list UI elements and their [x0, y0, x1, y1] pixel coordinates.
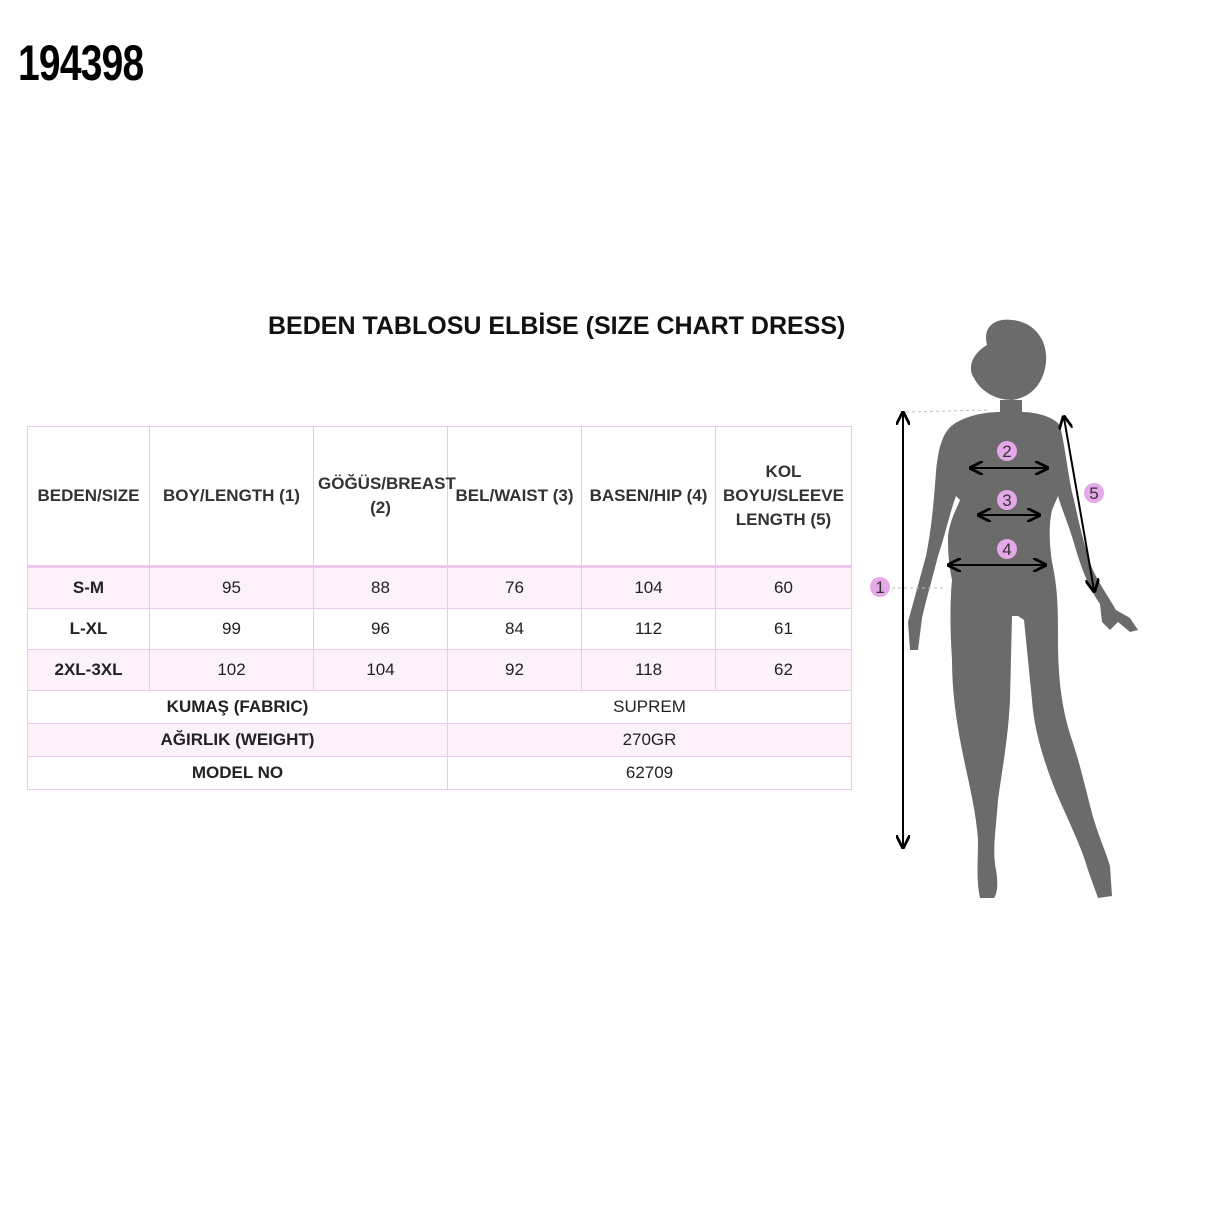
table-cell: 104	[582, 567, 716, 609]
table-cell: 112	[582, 609, 716, 650]
model-row	[28, 757, 852, 790]
table-cell: 84	[448, 609, 582, 650]
table-cell: 102	[150, 650, 314, 691]
header-length: BOY/LENGTH (1)	[150, 427, 314, 567]
table-row	[28, 609, 852, 650]
fabric-row	[28, 691, 852, 724]
table-cell: 61	[716, 609, 852, 650]
marker-3	[997, 490, 1017, 510]
table-cell: 118	[582, 650, 716, 691]
table-cell: 92	[448, 650, 582, 691]
svg-text:4: 4	[1002, 540, 1012, 559]
svg-text:3: 3	[1002, 491, 1012, 510]
table-cell: 62	[716, 650, 852, 691]
header-sleeve-length: KOL BOYU/SLEEVE LENGTH (5)	[716, 427, 852, 567]
size-cell: S-M	[28, 567, 150, 609]
body-measurement-figure	[862, 300, 1162, 910]
model-value: 62709	[448, 757, 852, 790]
marker-2	[997, 441, 1017, 461]
model-label: MODEL NO	[28, 757, 448, 790]
header-breast: GÖĞÜS/BREAST (2)	[314, 427, 448, 567]
table-cell: 88	[314, 567, 448, 609]
woman-silhouette	[908, 320, 1138, 898]
marker-1	[870, 577, 890, 597]
table-header-row	[28, 427, 852, 567]
page-title: BEDEN TABLOSU ELBİSE (SIZE CHART DRESS)	[268, 312, 846, 340]
table-cell: 60	[716, 567, 852, 609]
table-cell: 104	[314, 650, 448, 691]
marker-4	[997, 539, 1017, 559]
size-chart-table	[27, 426, 852, 790]
size-cell: L-XL	[28, 609, 150, 650]
fabric-label: KUMAŞ (FABRIC)	[28, 691, 448, 724]
header-waist: BEL/WAIST (3)	[448, 427, 582, 567]
weight-row	[28, 724, 852, 757]
svg-text:5: 5	[1089, 484, 1099, 503]
table-cell: 95	[150, 567, 314, 609]
marker-5	[1084, 483, 1104, 503]
svg-text:2: 2	[1002, 442, 1012, 461]
table-row	[28, 567, 852, 609]
table-cell: 96	[314, 609, 448, 650]
header-hip: BASEN/HIP (4)	[582, 427, 716, 567]
weight-value: 270GR	[448, 724, 852, 757]
svg-text:1: 1	[875, 578, 885, 597]
fabric-value: SUPREM	[448, 691, 852, 724]
header-size: BEDEN/SIZE	[28, 427, 150, 567]
size-cell: 2XL-3XL	[28, 650, 150, 691]
table-cell: 99	[150, 609, 314, 650]
table-cell: 76	[448, 567, 582, 609]
weight-label: AĞIRLIK (WEIGHT)	[28, 724, 448, 757]
product-code: 194398	[18, 35, 144, 91]
table-row	[28, 650, 852, 691]
